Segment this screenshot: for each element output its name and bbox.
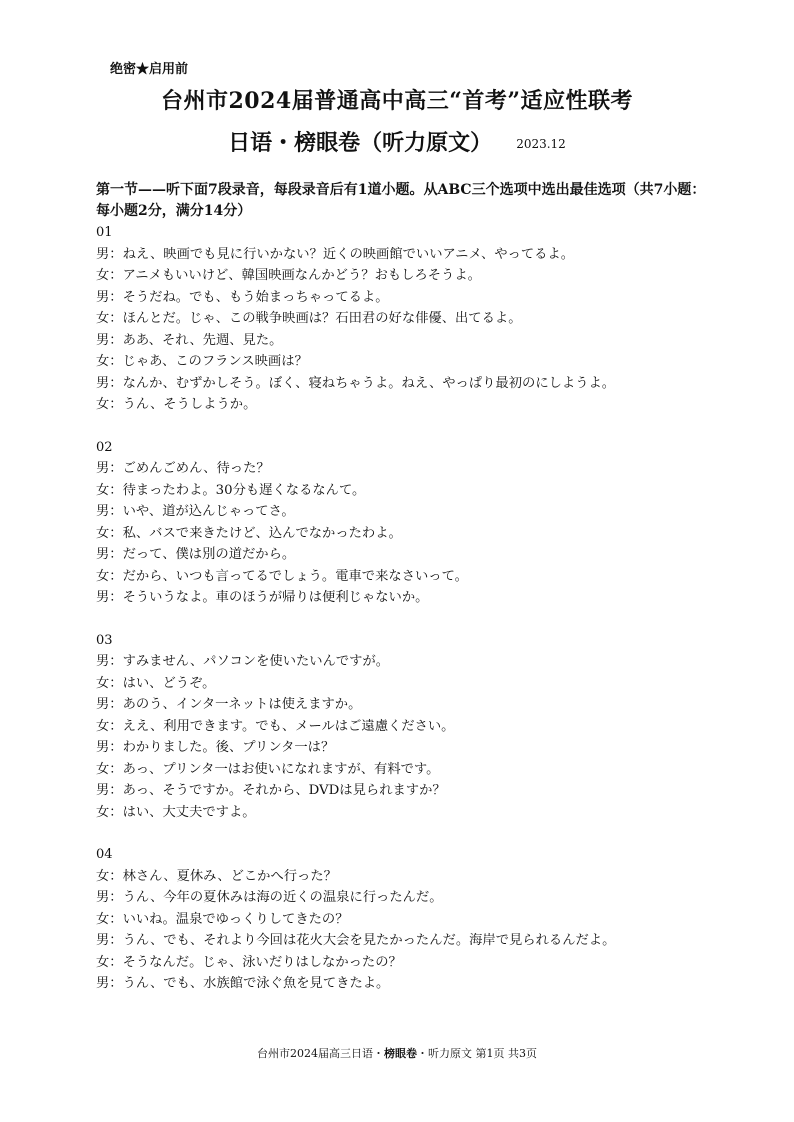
transcript-body xyxy=(96,180,706,995)
dialogue-line: 女：あっ、プリンタ一はお使いになれますが、有料です。 xyxy=(96,761,440,777)
dialogue-line: 男：そうだね。でも、もう始まっちゃってるよ。 xyxy=(96,289,389,305)
dialogue-02 xyxy=(96,437,706,609)
dialogue-line: 女：じゃあ、このフランス映画は？ xyxy=(96,354,308,369)
dialogue-line: 男：うん、でも、水族館で泳ぐ魚を見てきたよ。 xyxy=(96,976,390,991)
dialogue-line: 男：わかりました。後、プリンタ一は？ xyxy=(96,740,335,755)
exam-subtitle xyxy=(0,126,794,157)
exam-title: 台州市2024届普通高中高三“首考”适应性联考 xyxy=(160,88,634,114)
dialogue-line: 男：うん、でも、それより今回は花火大会を見たかったんだ。海岸で見られるんだよ。 xyxy=(96,933,616,948)
dialogue-line: 女：そうなんだ。じゃ、泳いだりはしなかったの？ xyxy=(96,954,402,970)
dialogue-number: 04 xyxy=(96,847,113,862)
footer-prefix: 台州市2024届高三日语・ xyxy=(257,1047,384,1060)
dialogue-line: 女：だから、いつも言ってるでしょう。電車で来なさいって。 xyxy=(96,568,468,584)
dialogue-line: 男：ああ、それ、先週、見た。 xyxy=(96,332,283,348)
dialogue-line: 男：いや、道が込んじゃってさ。 xyxy=(96,504,295,519)
dialogue-line: 男：あっ、そうですか。それから、DVDは見られますか？ xyxy=(96,783,446,798)
confidential-label: 绝密★启用前 xyxy=(110,62,189,77)
dialogue-line: 女：いいね。温泉でゆっくりしてきたの？ xyxy=(96,911,349,927)
page-footer xyxy=(0,1045,794,1061)
spacer xyxy=(96,609,706,630)
dialogue-line: 男：あのう、インタ一ネットは使えますか。 xyxy=(96,697,362,712)
dialogue-line: 女：はい、どうぞ。 xyxy=(96,675,216,691)
subtitle-text: 日语・榜眼卷（听力原文） xyxy=(228,130,493,156)
dialogue-line: 女：ええ、利用できます。でも、メールはご遠慮ください。 xyxy=(96,718,455,734)
dialogue-line: 女：私、バスで来きたけど、込んでなかったわよ。 xyxy=(96,525,402,541)
spacer xyxy=(96,416,706,437)
dialogue-number: 01 xyxy=(96,225,113,240)
dialogue-line: 男：すみません、パソコンを使いたいんですが。 xyxy=(96,654,390,669)
dialogue-line: 男：だって、僕は別の道だから。 xyxy=(96,547,296,562)
dialogue-04 xyxy=(96,844,706,995)
dialogue-line: 女：アニメもいいけど、韓国映画なんかどう？おもしろそうよ。 xyxy=(96,268,481,283)
dialogue-line: 男：そういうなよ。車のほうが帰りは便利じゃないか。 xyxy=(96,590,429,605)
dialogue-line: 女：ほんとだ。じゃ、この戦争映画は？石田君の好な俳優、出てるよ。 xyxy=(96,311,522,326)
dialogue-line: 男：ねえ、映画でも見に行いかない？近くの映画館でいいアニメ、やってるよ。 xyxy=(96,246,575,262)
exam-date: 2023.12 xyxy=(516,137,566,151)
dialogue-01 xyxy=(96,222,706,416)
section-instruction: 第一节——听下面7段录音，每段录音后有1道小题。从ABC三个选项中选出最佳选项（共7小题：每小题2分，满分14分） xyxy=(96,182,706,219)
dialogue-number: 03 xyxy=(96,632,113,648)
dialogue-line: 男：なんか、むずかしそう。ぼく、寝ねちゃうよ。ねえ、やっぱり最初のにしようよ。 xyxy=(96,375,616,391)
footer-suffix: ・听力原文 第1页 共3页 xyxy=(417,1047,537,1060)
dialogue-line: 女：はい、大丈夫ですよ。 xyxy=(96,804,256,820)
dialogue-line: 男：うん、今年の夏休みは海の近くの温泉に行ったんだ。 xyxy=(96,890,443,905)
dialogue-line: 男：ごめんごめん、待った？ xyxy=(96,461,270,476)
dialogue-line: 女：林さん、夏休み、どこかへ行った？ xyxy=(96,868,337,884)
dialogue-line: 女：待まったわよ。30分も遅くなるなんて。 xyxy=(96,482,366,498)
spacer xyxy=(96,823,706,844)
footer-bold: 榜眼卷 xyxy=(384,1047,417,1060)
dialogue-03 xyxy=(96,630,706,824)
dialogue-number: 02 xyxy=(96,439,113,455)
dialogue-line: 女：うん、そうしようか。 xyxy=(96,397,257,412)
